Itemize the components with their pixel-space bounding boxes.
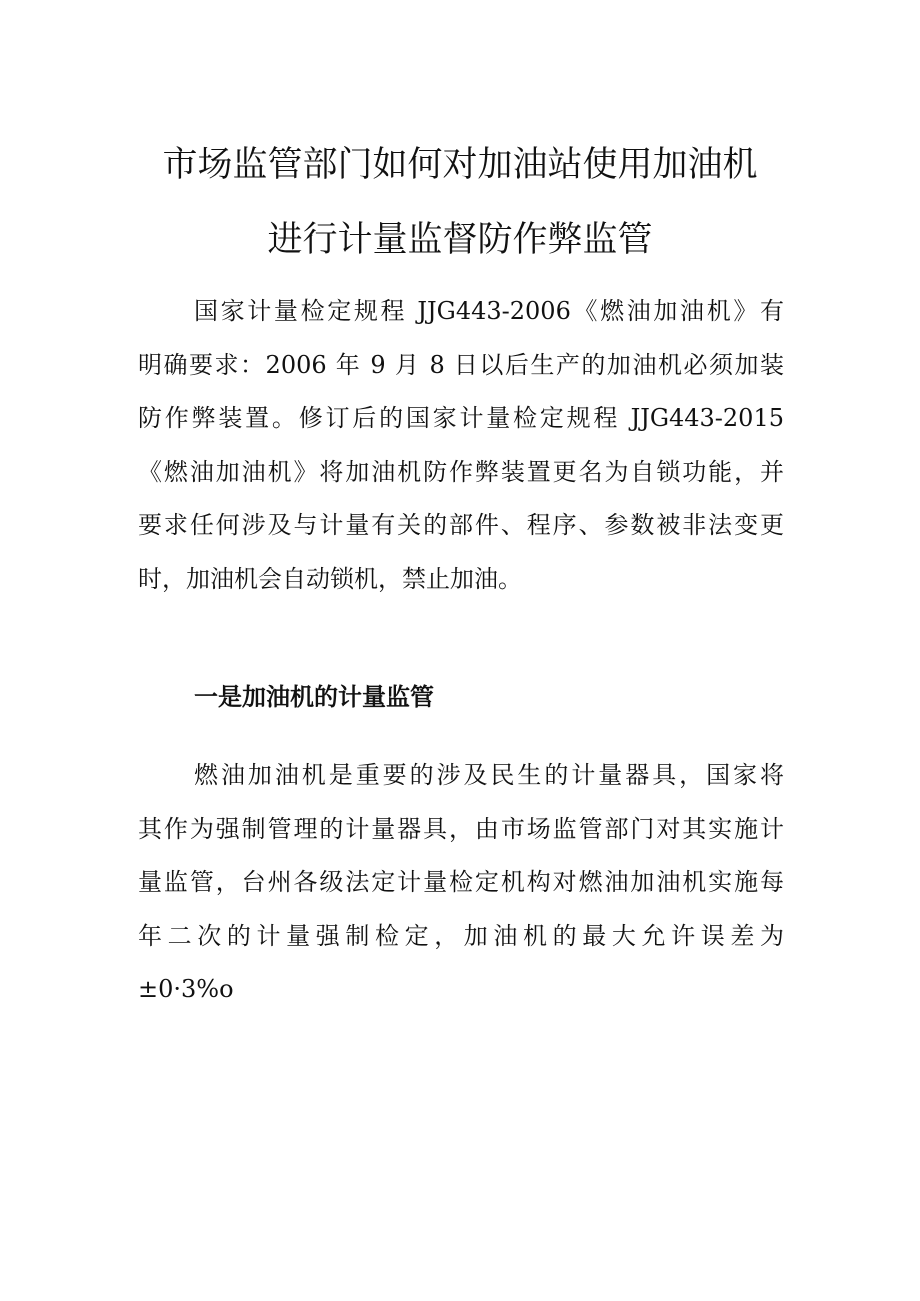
section-heading: 一是加油机的计量监管 [194,683,434,711]
paragraph-line: 量监管，台州各级法定计量检定机构对燃油加油机实施每 [138,868,784,896]
paragraph-line: 燃油加油机是重要的涉及民生的计量器具，国家将 [194,761,784,789]
paragraph-1 [138,285,784,606]
document-title-line-2: 进行计量监督防作弊监管 [267,220,653,260]
paragraph-line: 要求任何涉及与计量有关的部件、程序、参数被非法变更 [138,511,784,539]
paragraph-line: 国家计量检定规程 JJG443-2006《燃油加油机》有 [194,297,784,325]
paragraph-line: ±0·3%o [138,975,234,1003]
paragraph-line: 时，加油机会自动锁机，禁止加油。 [138,564,522,593]
paragraph-line: 防作弊装置。修订后的国家计量检定规程 JJG443-2015 [138,404,784,432]
paragraph-2 [138,749,784,1017]
paragraph-line: 明确要求：2006 年 9 月 8 日以后生产的加油机必须加装 [138,350,784,379]
document-title-line-1: 市场监管部门如何对加油站使用加油机 [162,145,758,185]
paragraph-line: 《燃油加油机》将加油机防作弊装置更名为自锁功能，并 [138,457,784,486]
paragraph-line: 其作为强制管理的计量器具，由市场监管部门对其实施计 [138,814,784,843]
paragraph-line: 年二次的计量强制检定，加油机的最大允许误差为 [138,921,784,950]
